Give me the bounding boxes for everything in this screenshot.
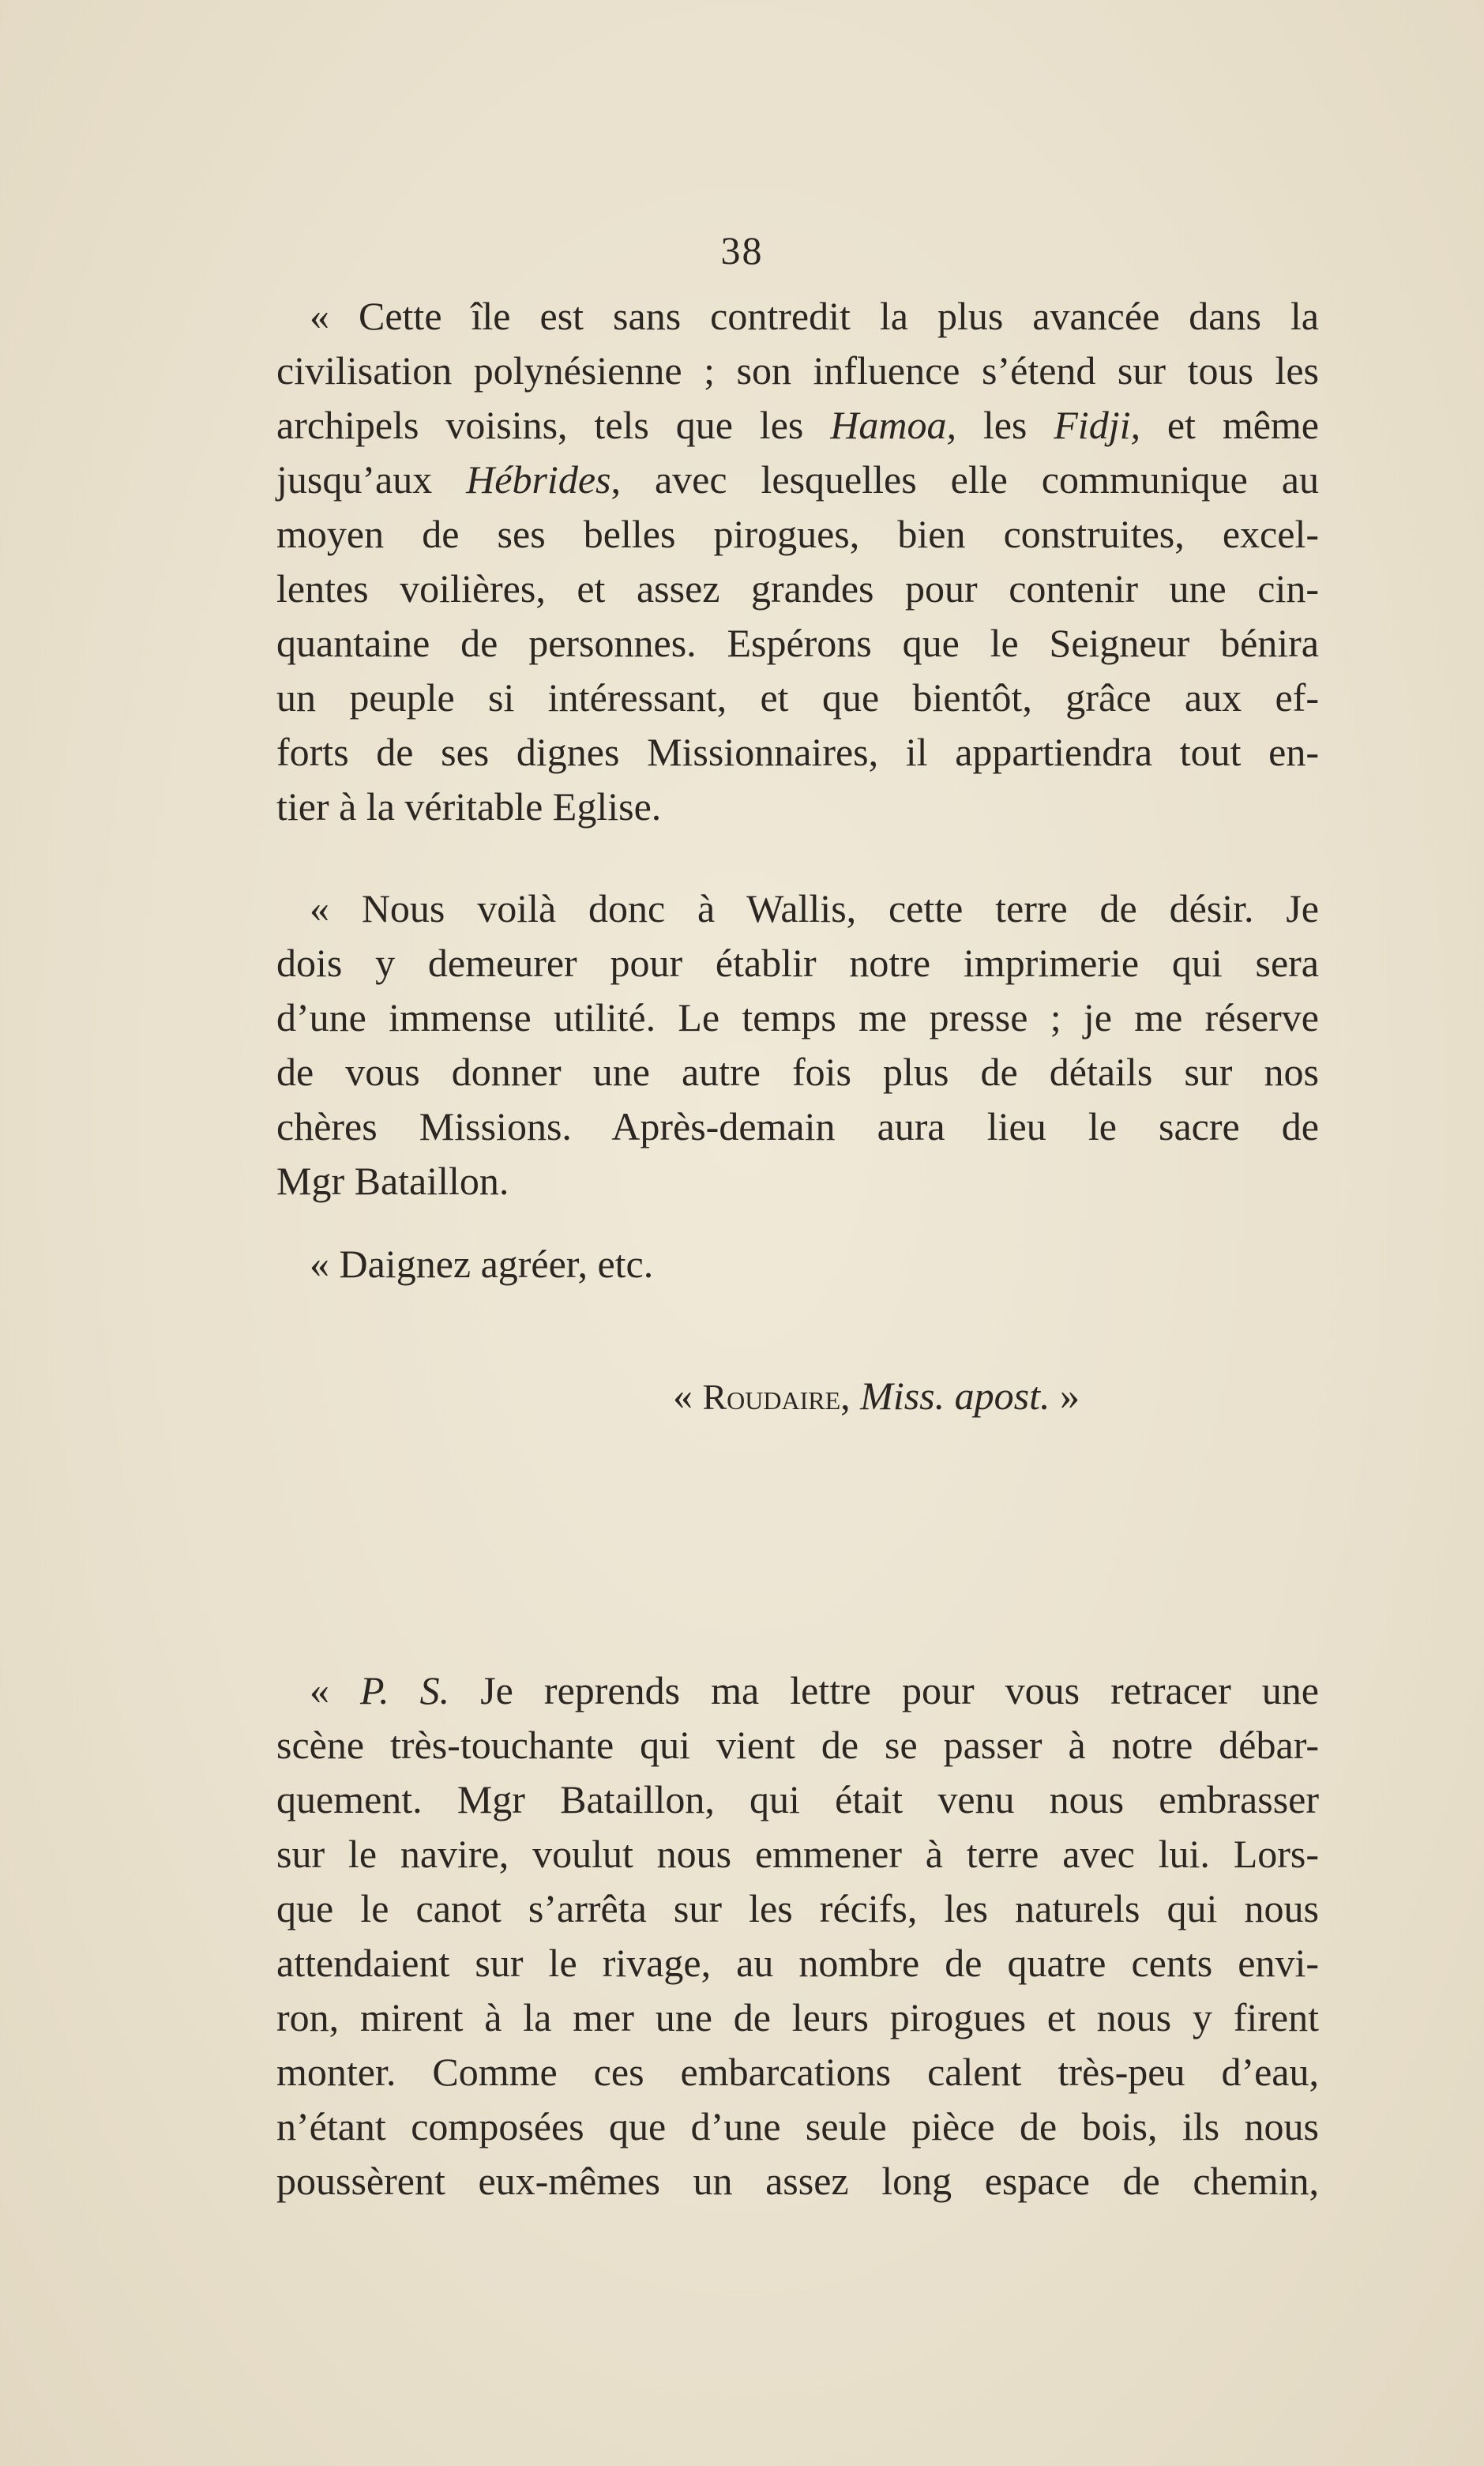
text-line: ron, mirent à la mer une de leurs pirogues et nous y firent — [276, 1995, 1319, 2039]
place-name-hamoa: Hamoa, — [830, 403, 956, 447]
text-line: sur le navire, voulut nous emmener à terre avec lui. Lors- — [276, 1832, 1319, 1876]
text-line: lentes voilières, et assez grandes pour contenir une cin- — [276, 566, 1319, 611]
text-line: dois y demeurer pour établir notre imprimerie qui sera — [276, 941, 1319, 985]
signature: « Roudaire, Miss. apost. » — [673, 1374, 1080, 1418]
text-line: forts de ses dignes Missionnaires, il appartiendra tout en- — [276, 730, 1319, 774]
text-line: un peuple si intéressant, et que bientôt, grâce aux ef- — [276, 675, 1319, 720]
text-line: que le canot s’arrêta sur les récifs, les naturels qui nous — [276, 1886, 1319, 1930]
text-line: de vous donner une autre fois plus de détails sur nos — [276, 1050, 1319, 1094]
closing-formula: « Daignez agréer, etc. — [310, 1242, 654, 1286]
text-line: monter. Comme ces embarcations calent très-peu d’eau, — [276, 2050, 1319, 2094]
postscript-label: P. S. — [360, 1668, 450, 1712]
page-number: 38 — [720, 228, 764, 273]
place-name-hebrides: Hébrides — [466, 457, 611, 502]
text-line: « Cette île est sans contredit la plus avancée dans la — [310, 294, 1319, 338]
text-line: poussèrent eux-mêmes un assez long espace de chemin, — [276, 2159, 1319, 2203]
postscript — [276, 1663, 1319, 2208]
text-line: « Nous voilà donc à Wallis, cette terre de désir. Je — [310, 886, 1319, 930]
text-line: « P. S. Je reprends ma lettre pour vous retracer une — [310, 1668, 1319, 1712]
place-name-fidji: Fidji, — [1054, 403, 1140, 447]
signature-title: Miss. apost. — [860, 1374, 1050, 1418]
signature-name: Roudaire — [702, 1377, 841, 1417]
text-line: jusqu’aux Hébrides, avec lesquelles elle communique au — [276, 457, 1319, 502]
text-line: d’une immense utilité. Le temps me presse ; je me réserve — [276, 995, 1319, 1039]
text-line: quement. Mgr Bataillon, qui était venu nous embrasser — [276, 1777, 1319, 1821]
text-line: quantaine de personnes. Espérons que le Seigneur bénira — [276, 621, 1319, 665]
text-line: chères Missions. Après-demain aura lieu le sacre de — [276, 1104, 1319, 1148]
text-line: n’étant composées que d’une seule pièce de bois, ils nous — [276, 2104, 1319, 2148]
text-line: Mgr Bataillon. — [276, 1159, 509, 1203]
text-line: civilisation polynésienne ; son influence s’étend sur tous les — [276, 348, 1319, 393]
paragraph-island-description — [276, 289, 1319, 834]
text-line: attendaient sur le rivage, au nombre de quatre cents envi- — [276, 1941, 1319, 1985]
text-line: scène très-touchante qui vient de se passer à notre débar- — [276, 1723, 1319, 1767]
text-line: moyen de ses belles pirogues, bien construites, excel- — [276, 512, 1319, 556]
paragraph-wallis-arrival — [276, 882, 1319, 1209]
text-line: archipels voisins, tels que les Hamoa, les Fidji, et même — [276, 403, 1319, 447]
text-line: tier à la véritable Eglise. — [276, 784, 662, 829]
